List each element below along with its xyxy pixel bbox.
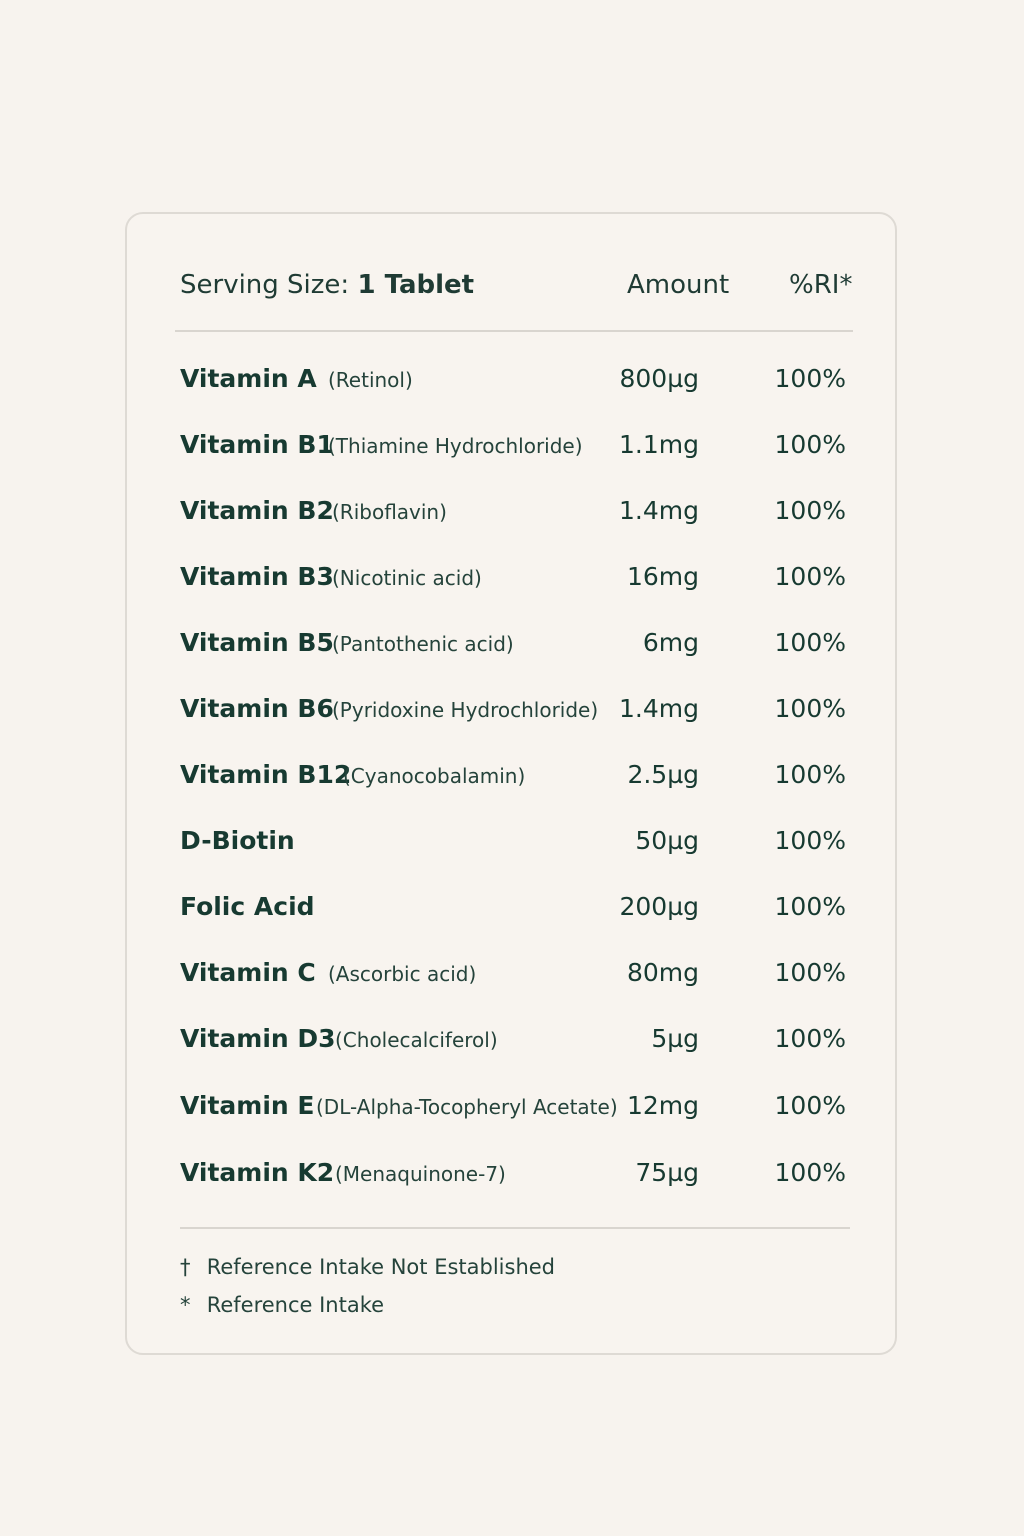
nutrient-name: Vitamin B5	[180, 628, 334, 657]
table-row	[127, 744, 895, 810]
nutrient-ri: 100%	[774, 1091, 846, 1120]
nutrient-name: Vitamin D3	[180, 1024, 336, 1053]
nutrient-name: Vitamin A	[180, 364, 317, 393]
nutrient-description: (Menaquinone-7)	[335, 1162, 506, 1186]
nutrient-name: Folic Acid	[180, 892, 315, 921]
nutrient-name: Vitamin E	[180, 1091, 315, 1120]
nutrient-amount: 1.4mg	[619, 496, 699, 525]
table-row	[127, 546, 895, 612]
nutrient-description: (Nicotinic acid)	[332, 566, 482, 590]
nutrient-description: (DL-Alpha-Tocopheryl Acetate)	[316, 1095, 618, 1119]
nutrient-amount: 1.4mg	[619, 694, 699, 723]
nutrient-ri: 100%	[774, 760, 846, 789]
nutrient-ri: 100%	[774, 826, 846, 855]
nutrient-ri: 100%	[774, 694, 846, 723]
ri-column-header: %RI*	[789, 270, 853, 300]
nutrient-ri: 100%	[774, 430, 846, 459]
nutrient-description: (Pantothenic acid)	[332, 632, 514, 656]
table-header	[127, 214, 895, 354]
nutrition-panel	[125, 212, 897, 1355]
nutrient-amount: 12mg	[626, 1091, 699, 1120]
nutrient-amount: 6mg	[642, 628, 699, 657]
nutrient-name: Vitamin C	[180, 958, 316, 987]
nutrient-amount: 1.1mg	[619, 430, 699, 459]
nutrient-description: (Retinol)	[328, 368, 413, 392]
table-row	[127, 942, 895, 1008]
footnote-mark: †	[180, 1255, 191, 1279]
table-row	[127, 1008, 895, 1074]
nutrient-ri: 100%	[774, 1024, 846, 1053]
footnote-item	[180, 1290, 820, 1328]
nutrient-amount: 800µg	[619, 364, 699, 393]
table-row	[127, 876, 895, 942]
table-row	[127, 348, 895, 414]
table-row	[127, 810, 895, 876]
table-row	[127, 1142, 895, 1208]
footnotes	[180, 1252, 820, 1328]
nutrient-description: (Cholecalciferol)	[335, 1028, 498, 1052]
serving-size-value: 1 Tablet	[357, 270, 475, 300]
nutrient-name: Vitamin B2	[180, 496, 334, 525]
footnote-item	[180, 1252, 820, 1290]
serving-size-label: Serving Size:	[180, 270, 350, 300]
nutrient-description: (Thiamine Hydrochloride)	[328, 434, 583, 458]
nutrient-amount: 50µg	[635, 826, 699, 855]
nutrient-amount: 200µg	[619, 892, 699, 921]
footnote-text: Reference Intake	[206, 1293, 385, 1317]
footnote-text: Reference Intake Not Established	[206, 1255, 556, 1279]
nutrient-description: (Cyanocobalamin)	[343, 764, 526, 788]
nutrient-name: Vitamin B3	[180, 562, 334, 591]
nutrient-ri: 100%	[774, 364, 846, 393]
nutrient-ri: 100%	[774, 628, 846, 657]
table-row	[127, 1075, 895, 1141]
nutrient-description: (Pyridoxine Hydrochloride)	[332, 698, 599, 722]
nutrient-amount: 75µg	[635, 1158, 699, 1187]
nutrient-amount: 16mg	[626, 562, 699, 591]
table-row	[127, 678, 895, 744]
nutrient-description: (Ascorbic acid)	[328, 962, 477, 986]
footnote-mark: *	[180, 1293, 191, 1317]
nutrient-ri: 100%	[774, 1158, 846, 1187]
nutrient-name: Vitamin B1	[180, 430, 334, 459]
nutrient-name: Vitamin K2	[180, 1158, 335, 1187]
amount-column-header: Amount	[627, 270, 730, 300]
nutrient-amount: 5µg	[651, 1024, 699, 1053]
nutrient-ri: 100%	[774, 958, 846, 987]
header-divider	[175, 330, 853, 332]
table-row	[127, 612, 895, 678]
footer-divider	[180, 1227, 850, 1229]
nutrient-amount: 2.5µg	[627, 760, 699, 789]
table-row	[127, 480, 895, 546]
table-row	[127, 414, 895, 480]
nutrient-name: Vitamin B6	[180, 694, 334, 723]
nutrient-description: (Riboflavin)	[332, 500, 447, 524]
nutrient-ri: 100%	[774, 892, 846, 921]
serving-size	[180, 268, 474, 302]
nutrient-name: Vitamin B12	[180, 760, 352, 789]
nutrient-ri: 100%	[774, 496, 846, 525]
nutrient-name: D-Biotin	[180, 826, 295, 855]
nutrient-amount: 80mg	[626, 958, 699, 987]
nutrient-ri: 100%	[774, 562, 846, 591]
